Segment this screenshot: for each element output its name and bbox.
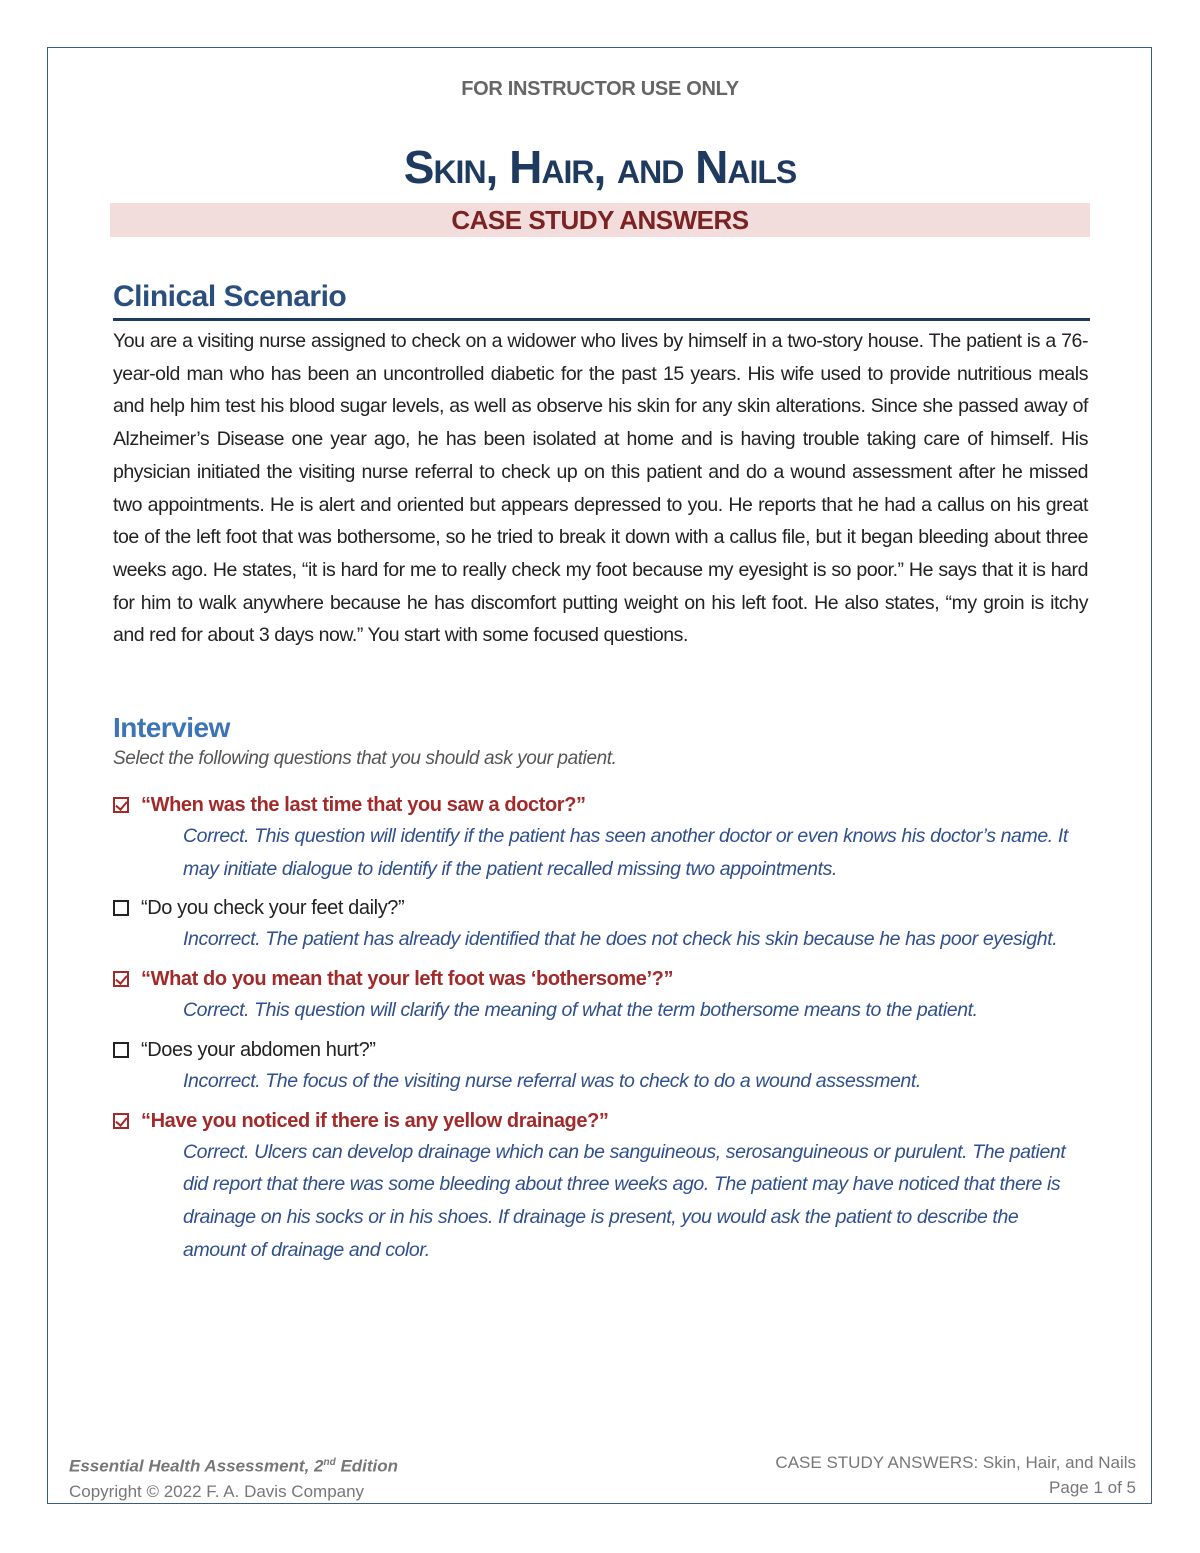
question-item xyxy=(113,964,1093,1027)
checked-checkbox-icon[interactable] xyxy=(113,797,129,813)
scenario-heading: Clinical Scenario xyxy=(113,280,347,313)
footer-left xyxy=(69,1450,398,1504)
book-name: Essential Health Assessment, 2 xyxy=(69,1456,324,1476)
interview-instruction: Select the following questions that you should ask your patient. xyxy=(113,748,617,769)
empty-checkbox-icon[interactable] xyxy=(113,1042,129,1058)
answer-rationale: Correct. Ulcers can develop drainage which can be sanguineous, serosanguineous or purulent. The patient did report that there was some bleeding about three weeks ago. The patient may have noticed that there is drainage on his socks or in his shoes. If drainage is present, you would ask the patient to describe the amount of drainage and color. xyxy=(183,1140,1066,1261)
answer-rationale: Incorrect. The focus of the visiting nurse referral was to check to do a wound assessment. xyxy=(183,1069,921,1092)
answer-rationale: Correct. This question will identify if the patient has seen another doctor or even knows his doctor’s name. It may initiate dialogue to identify if the patient recalled missing two appointments. xyxy=(183,825,1068,880)
instructor-note: FOR INSTRUCTOR USE ONLY xyxy=(461,78,739,100)
page-border xyxy=(47,47,1152,1504)
empty-checkbox-icon[interactable] xyxy=(113,900,129,916)
question-item xyxy=(113,790,1093,885)
book-title xyxy=(69,1450,398,1479)
copyright: Copyright © 2022 F. A. Davis Company xyxy=(69,1481,365,1501)
answer-rationale: Incorrect. The patient has already identified that he does not check his skin because he has poor eyesight. xyxy=(183,928,1058,951)
question-text: “Have you noticed if there is any yellow drainage?” xyxy=(141,1109,609,1132)
interview-heading: Interview xyxy=(113,712,230,743)
subtitle-band: CASE STUDY ANSWERS xyxy=(110,203,1090,237)
scenario-text: You are a visiting nurse assigned to check on a widower who lives by himself in a two-story house. The patient is a 76-year-old man who has been an uncontrolled diabetic for the past 15 years. His wife used to provide nutritious meals and help him test his blood sugar levels, as well as observe his skin for any skin alterations. Since she passed away of Alzheimer’s Disease one year ago, he has been isolated at home and is having trouble taking care of himself. His physician initiated the visiting nurse referral to check up on this patient and do a wound assessment after he missed two appointments. He is alert and oriented but appears depressed to you. He reports that he had a callus on his great toe of the left foot that was bothersome, so he tried to break it down with a callus file, but it began bleeding about three weeks ago. He states, “it is hard for me to really check my foot because my eyesight is so poor.” He says that it is hard for him to walk anywhere because he has discomfort putting weight on his left foot. He also states, “my groin is itchy and red for about 3 days now.” You start with some focused questions. xyxy=(113,330,1088,647)
question-option[interactable] xyxy=(113,1106,1093,1136)
question-option[interactable] xyxy=(113,1035,1093,1065)
question-option[interactable] xyxy=(113,790,1093,820)
footer-section: CASE STUDY ANSWERS: Skin, Hair, and Nails xyxy=(775,1453,1136,1472)
question-item xyxy=(113,893,1093,956)
edition-label: Edition xyxy=(335,1456,399,1476)
question-option[interactable] xyxy=(113,893,1093,923)
question-list xyxy=(113,790,1093,1274)
heading-divider xyxy=(113,318,1090,321)
question-text: “What do you mean that your left foot was ‘bothersome’?” xyxy=(141,968,674,991)
question-item xyxy=(113,1035,1093,1098)
question-option[interactable] xyxy=(113,964,1093,994)
page-number: Page 1 of 5 xyxy=(1049,1478,1136,1497)
edition-superscript: nd xyxy=(323,1457,336,1468)
question-text: “Does your abdomen hurt?” xyxy=(141,1038,376,1061)
checked-checkbox-icon[interactable] xyxy=(113,971,129,987)
question-text: “When was the last time that you saw a doctor?” xyxy=(141,794,586,816)
question-text: “Do you check your feet daily?” xyxy=(141,897,405,920)
answer-rationale: Correct. This question will clarify the meaning of what the term bothersome means to the patient. xyxy=(183,999,978,1022)
checked-checkbox-icon[interactable] xyxy=(113,1113,129,1129)
page-title: Skin, Hair, and Nails xyxy=(403,141,797,193)
footer-right xyxy=(775,1450,1136,1500)
question-item xyxy=(113,1106,1093,1267)
